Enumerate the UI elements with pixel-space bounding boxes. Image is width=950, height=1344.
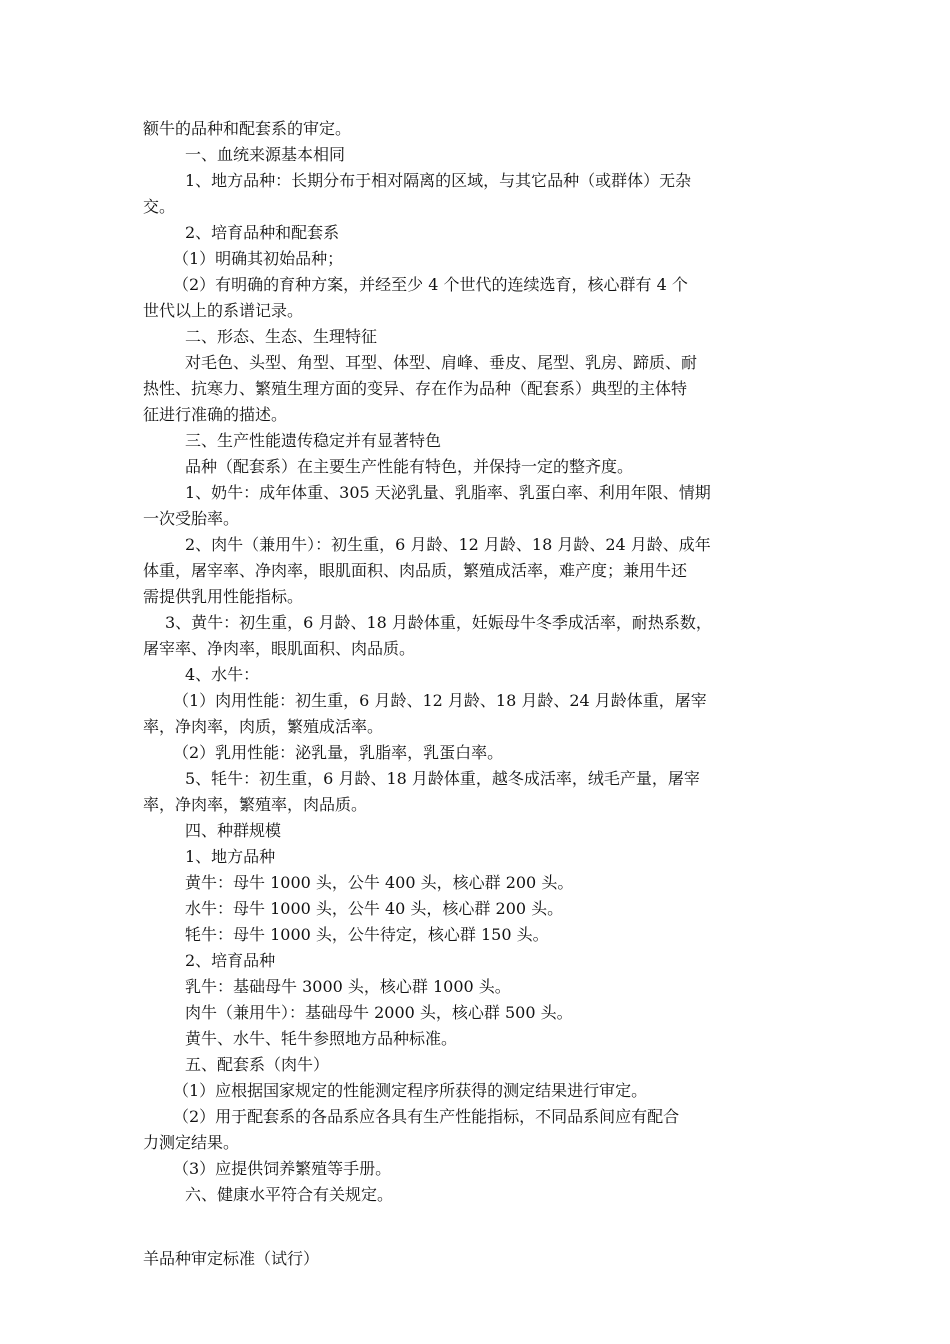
text-line: 五、配套系（肉牛） [185, 1055, 330, 1074]
text-line: 2、培育品种和配套系 [185, 223, 340, 242]
text-line: 率，净肉率，肉质，繁殖成活率。 [143, 717, 384, 736]
text-line: 额牛的品种和配套系的审定。 [143, 119, 352, 138]
text-line: 1、地方品种：长期分布于相对隔离的区域，与其它品种（或群体）无杂 [185, 171, 692, 190]
text-line: 热性、抗寒力、繁殖生理方面的变异、存在作为品种（配套系）典型的主体特 [143, 379, 688, 398]
text-line: （2）有明确的育种方案，并经至少 4 个世代的连续选育，核心群有 4 个 [173, 275, 688, 294]
text-line: 率，净肉率，繁殖率，肉品质。 [143, 795, 368, 814]
text-line: 黄牛：母牛 1000 头，公牛 400 头，核心群 200 头。 [185, 873, 574, 892]
text-line: （3）应提供饲养繁殖等手册。 [173, 1159, 392, 1178]
text-line: 肉牛（兼用牛）：基础母牛 2000 头，核心群 500 头。 [185, 1003, 573, 1022]
text-line: （1）应根据国家规定的性能测定程序所获得的测定结果进行审定。 [173, 1081, 648, 1100]
text-line: 4、水牛： [185, 665, 260, 684]
text-line: 交。 [143, 197, 176, 216]
text-line: 力测定结果。 [143, 1133, 240, 1152]
text-line: 二、形态、生态、生理特征 [185, 327, 378, 346]
document-page [143, 116, 803, 1272]
text-line: （1）明确其初始品种； [173, 249, 344, 268]
text-line: 1、奶牛：成年体重、305 天泌乳量、乳脂率、乳蛋白率、利用年限、情期 [185, 483, 711, 502]
text-line: 1、地方品种 [185, 847, 276, 866]
text-line: 水牛：母牛 1000 头，公牛 40 头，核心群 200 头。 [185, 899, 564, 918]
text-line: 三、生产性能遗传稳定并有显著特色 [185, 431, 442, 450]
text-line: 屠宰率、净肉率，眼肌面积、肉品质。 [143, 639, 416, 658]
text-line: 四、种群规模 [185, 821, 282, 840]
section-gap [143, 1208, 803, 1234]
text-line: 品种（配套系）在主要生产性能有特色，并保持一定的整齐度。 [185, 457, 634, 476]
text-line: 对毛色、头型、角型、耳型、体型、肩峰、垂皮、尾型、乳房、蹄质、耐 [185, 353, 698, 372]
text-line: 体重，屠宰率、净肉率，眼肌面积、肉品质，繁殖成活率，难产度；兼用牛还 [143, 561, 688, 580]
text-line: 5、牦牛：初生重，6 月龄、18 月龄体重，越冬成活率，绒毛产量，屠宰 [185, 769, 700, 788]
text-line: 一次受胎率。 [143, 509, 240, 528]
text-line: 3、黄牛：初生重，6 月龄、18 月龄体重，妊娠母牛冬季成活率，耐热系数， [165, 613, 712, 632]
text-line: （2）用于配套系的各品系应各具有生产性能指标，不同品系间应有配合 [173, 1107, 680, 1126]
text-line: 征进行准确的描述。 [143, 405, 288, 424]
text-line: 牦牛：母牛 1000 头，公牛待定，核心群 150 头。 [185, 925, 549, 944]
text-line: 2、培育品种 [185, 951, 276, 970]
text-line: 乳牛：基础母牛 3000 头，核心群 1000 头。 [185, 977, 511, 996]
text-line: 需提供乳用性能指标。 [143, 587, 304, 606]
document-body [143, 116, 803, 1208]
text-line: 一、血统来源基本相同 [185, 145, 346, 164]
text-line: 世代以上的系谱记录。 [143, 301, 304, 320]
next-section-title: 羊品种审定标准（试行） [143, 1249, 320, 1268]
text-line: 黄牛、水牛、牦牛参照地方品种标准。 [185, 1029, 458, 1048]
text-line: （1）肉用性能：初生重，6 月龄、12 月龄、18 月龄、24 月龄体重，屠宰 [173, 691, 707, 710]
text-line: （2）乳用性能：泌乳量，乳脂率，乳蛋白率。 [173, 743, 504, 762]
text-line: 2、肉牛（兼用牛）：初生重，6 月龄、12 月龄、18 月龄、24 月龄、成年 [185, 535, 711, 554]
text-line: 六、健康水平符合有关规定。 [185, 1185, 394, 1204]
